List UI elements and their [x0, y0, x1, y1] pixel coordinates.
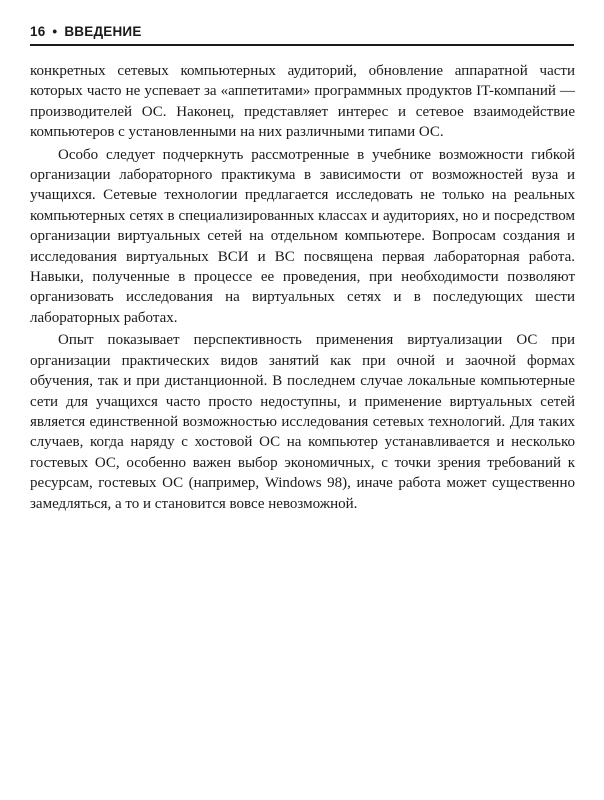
section-title: ВВЕДЕНИЕ — [64, 24, 142, 39]
header-separator: • — [52, 24, 58, 39]
paragraph: Особо следует подчеркнуть рассмотренные в учебнике возможности гибкой организации лабораторного практикума в зависимости от возможностей вуза и учащихся. Сетевые технологии предлагается исследовать не только на реальных компьютерных сетях в специализированных классах и аудиториях, но и посредством организации виртуальных сетей на отдельном компьютере. Вопросам создания и исследования виртуальных ВСИ и ВС посвящена первая лабораторная работа. Навыки, полученные в процессе ее проведения, при необходимости позволяют организовать исследования на виртуальных сетях и в последующих шести лабораторных работах. — [30, 146, 575, 326]
header-rule — [30, 44, 574, 46]
body-text — [30, 61, 575, 514]
paragraph: Опыт показывает перспективность применения виртуализации ОС при организации практических видов занятий как при очной и заочной формах обучения, так и при дистанционной. В последнем случае локальные компьютерные сети для учащихся часто просто недоступны, и применение виртуальных сетей является единственной возможностью исследования сетевых технологий. Для таких случаев, когда наряду с хостовой ОС на компьютер устанавливается и несколько гостевых ОС, особенно важен выбор экономичных, с точки зрения требований к ресурсам, гостевых ОС (например, Windows 98), иначе работа может существенно замедляться, а то и становится вовсе невозможной. — [30, 332, 575, 512]
running-head — [30, 16, 574, 44]
page-number: 16 — [30, 24, 46, 39]
paragraph-continuation: конкретных сетевых компьютерных аудиторий, обновление аппаратной части которых часто не успевает за «аппетитами» программных продуктов IT-компаний — производителей ОС. Наконец, представляет интерес и сетевое взаимодействие компьютеров с установленными на них различными типами ОС. — [30, 63, 575, 141]
